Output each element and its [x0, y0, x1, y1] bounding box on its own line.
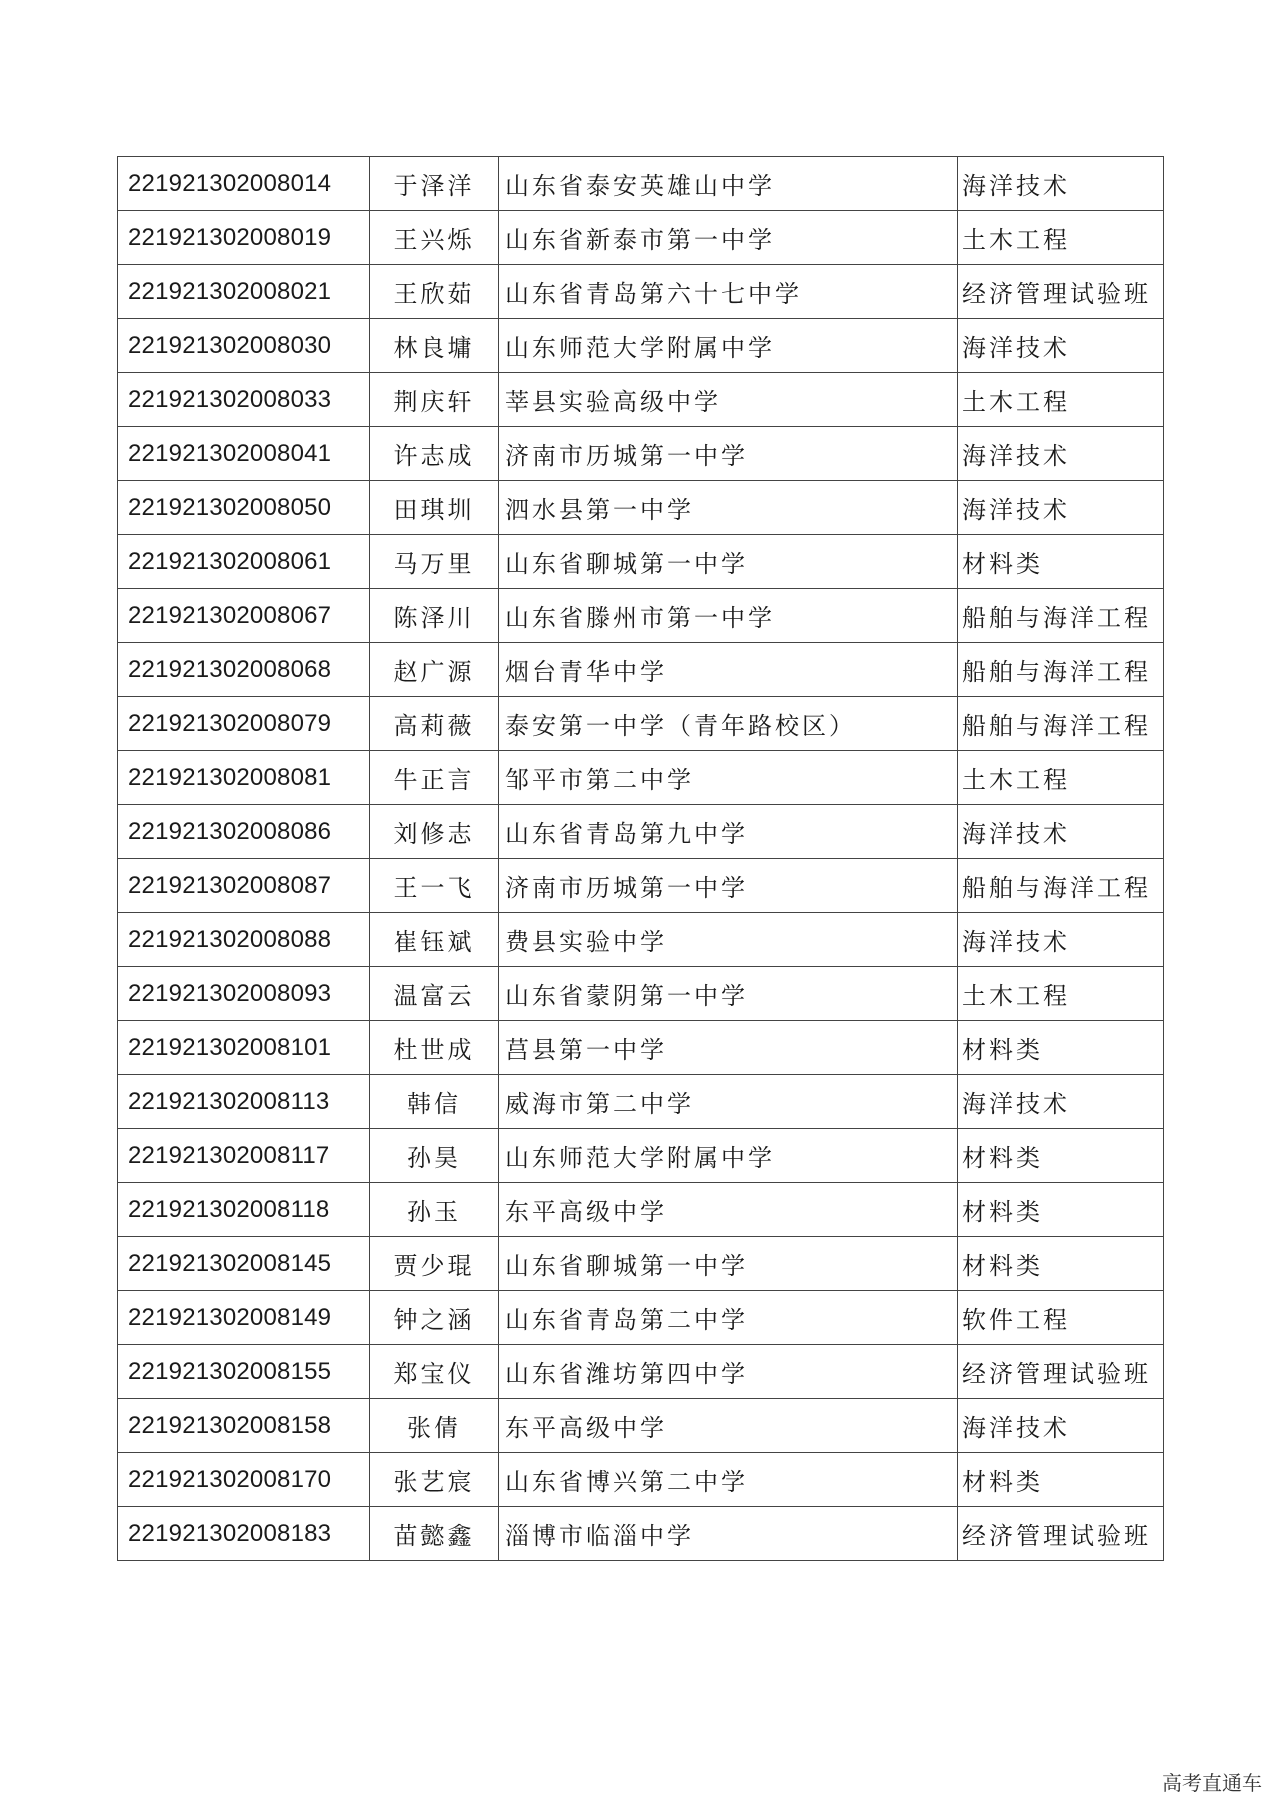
major-cell: 船舶与海洋工程: [958, 589, 1164, 643]
school-name-cell: 山东省博兴第二中学: [499, 1453, 958, 1507]
student-name-cell: 田琪圳: [370, 481, 499, 535]
school-name-cell: 山东省聊城第一中学: [499, 1237, 958, 1291]
major-cell: 材料类: [958, 1021, 1164, 1075]
exam-number-cell: 221921302008079: [118, 697, 370, 751]
exam-number-cell: 221921302008061: [118, 535, 370, 589]
student-name-cell: 王一飞: [370, 859, 499, 913]
school-name-cell: 山东省蒙阴第一中学: [499, 967, 958, 1021]
exam-number-cell: 221921302008113: [118, 1075, 370, 1129]
student-name-cell: 荆庆轩: [370, 373, 499, 427]
major-cell: 海洋技术: [958, 1399, 1164, 1453]
exam-number-cell: 221921302008117: [118, 1129, 370, 1183]
table-row: [118, 319, 1164, 373]
table-row: [118, 1507, 1164, 1561]
school-name-cell: 山东师范大学附属中学: [499, 1129, 958, 1183]
exam-number-cell: 221921302008145: [118, 1237, 370, 1291]
exam-number-cell: 221921302008033: [118, 373, 370, 427]
school-name-cell: 东平高级中学: [499, 1399, 958, 1453]
exam-number-cell: 221921302008041: [118, 427, 370, 481]
table-row: [118, 535, 1164, 589]
school-name-cell: 山东师范大学附属中学: [499, 319, 958, 373]
major-cell: 软件工程: [958, 1291, 1164, 1345]
table-row: [118, 427, 1164, 481]
exam-number-cell: 221921302008093: [118, 967, 370, 1021]
student-name-cell: 苗懿鑫: [370, 1507, 499, 1561]
major-cell: 船舶与海洋工程: [958, 859, 1164, 913]
major-cell: 海洋技术: [958, 805, 1164, 859]
table-row: [118, 1129, 1164, 1183]
table-row: [118, 1021, 1164, 1075]
table-row: [118, 157, 1164, 211]
table-row: [118, 1399, 1164, 1453]
student-name-cell: 杜世成: [370, 1021, 499, 1075]
student-name-cell: 贾少琨: [370, 1237, 499, 1291]
exam-number-cell: 221921302008068: [118, 643, 370, 697]
student-name-cell: 张艺宸: [370, 1453, 499, 1507]
major-cell: 经济管理试验班: [958, 265, 1164, 319]
major-cell: 经济管理试验班: [958, 1507, 1164, 1561]
table-row: [118, 265, 1164, 319]
major-cell: 海洋技术: [958, 913, 1164, 967]
student-name-cell: 郑宝仪: [370, 1345, 499, 1399]
exam-number-cell: 221921302008050: [118, 481, 370, 535]
student-name-cell: 陈泽川: [370, 589, 499, 643]
exam-number-cell: 221921302008030: [118, 319, 370, 373]
exam-number-cell: 221921302008081: [118, 751, 370, 805]
school-name-cell: 山东省青岛第二中学: [499, 1291, 958, 1345]
school-name-cell: 费县实验中学: [499, 913, 958, 967]
exam-number-cell: 221921302008183: [118, 1507, 370, 1561]
exam-number-cell: 221921302008155: [118, 1345, 370, 1399]
school-name-cell: 山东省青岛第九中学: [499, 805, 958, 859]
exam-number-cell: 221921302008067: [118, 589, 370, 643]
table-row: [118, 1291, 1164, 1345]
exam-number-cell: 221921302008019: [118, 211, 370, 265]
major-cell: 土木工程: [958, 967, 1164, 1021]
major-cell: 船舶与海洋工程: [958, 697, 1164, 751]
major-cell: 材料类: [958, 535, 1164, 589]
watermark-text: 高考直通车: [1162, 1771, 1262, 1795]
exam-number-cell: 221921302008088: [118, 913, 370, 967]
student-name-cell: 高莉薇: [370, 697, 499, 751]
school-name-cell: 泰安第一中学（青年路校区）: [499, 697, 958, 751]
school-name-cell: 山东省聊城第一中学: [499, 535, 958, 589]
exam-number-cell: 221921302008101: [118, 1021, 370, 1075]
school-name-cell: 泗水县第一中学: [499, 481, 958, 535]
major-cell: 船舶与海洋工程: [958, 643, 1164, 697]
student-name-cell: 温富云: [370, 967, 499, 1021]
school-name-cell: 莒县第一中学: [499, 1021, 958, 1075]
admission-table: [117, 156, 1164, 1561]
exam-number-cell: 221921302008118: [118, 1183, 370, 1237]
table-row: [118, 967, 1164, 1021]
school-name-cell: 山东省潍坊第四中学: [499, 1345, 958, 1399]
table-row: [118, 643, 1164, 697]
school-name-cell: 山东省泰安英雄山中学: [499, 157, 958, 211]
major-cell: 材料类: [958, 1129, 1164, 1183]
exam-number-cell: 221921302008086: [118, 805, 370, 859]
table-row: [118, 751, 1164, 805]
table-row: [118, 913, 1164, 967]
school-name-cell: 山东省滕州市第一中学: [499, 589, 958, 643]
major-cell: 材料类: [958, 1237, 1164, 1291]
table-row: [118, 1345, 1164, 1399]
student-name-cell: 崔钰斌: [370, 913, 499, 967]
exam-number-cell: 221921302008014: [118, 157, 370, 211]
student-name-cell: 钟之涵: [370, 1291, 499, 1345]
student-name-cell: 张倩: [370, 1399, 499, 1453]
school-name-cell: 山东省青岛第六十七中学: [499, 265, 958, 319]
school-name-cell: 烟台青华中学: [499, 643, 958, 697]
student-name-cell: 王兴烁: [370, 211, 499, 265]
school-name-cell: 威海市第二中学: [499, 1075, 958, 1129]
exam-number-cell: 221921302008158: [118, 1399, 370, 1453]
exam-number-cell: 221921302008170: [118, 1453, 370, 1507]
table-row: [118, 1237, 1164, 1291]
school-name-cell: 山东省新泰市第一中学: [499, 211, 958, 265]
school-name-cell: 莘县实验高级中学: [499, 373, 958, 427]
table-row: [118, 1183, 1164, 1237]
student-name-cell: 孙昊: [370, 1129, 499, 1183]
table-row: [118, 373, 1164, 427]
school-name-cell: 东平高级中学: [499, 1183, 958, 1237]
table-row: [118, 805, 1164, 859]
major-cell: 材料类: [958, 1453, 1164, 1507]
student-name-cell: 韩信: [370, 1075, 499, 1129]
table-body: [118, 157, 1164, 1561]
major-cell: 土木工程: [958, 211, 1164, 265]
student-name-cell: 孙玉: [370, 1183, 499, 1237]
major-cell: 经济管理试验班: [958, 1345, 1164, 1399]
student-name-cell: 马万里: [370, 535, 499, 589]
table-row: [118, 859, 1164, 913]
student-name-cell: 许志成: [370, 427, 499, 481]
student-name-cell: 于泽洋: [370, 157, 499, 211]
exam-number-cell: 221921302008087: [118, 859, 370, 913]
student-name-cell: 王欣茹: [370, 265, 499, 319]
exam-number-cell: 221921302008149: [118, 1291, 370, 1345]
school-name-cell: 淄博市临淄中学: [499, 1507, 958, 1561]
school-name-cell: 济南市历城第一中学: [499, 859, 958, 913]
major-cell: 海洋技术: [958, 1075, 1164, 1129]
major-cell: 材料类: [958, 1183, 1164, 1237]
student-name-cell: 林良墉: [370, 319, 499, 373]
student-name-cell: 刘修志: [370, 805, 499, 859]
major-cell: 海洋技术: [958, 481, 1164, 535]
major-cell: 海洋技术: [958, 157, 1164, 211]
major-cell: 土木工程: [958, 373, 1164, 427]
student-name-cell: 牛正言: [370, 751, 499, 805]
table-row: [118, 589, 1164, 643]
table-row: [118, 1075, 1164, 1129]
school-name-cell: 济南市历城第一中学: [499, 427, 958, 481]
table-row: [118, 481, 1164, 535]
major-cell: 土木工程: [958, 751, 1164, 805]
table-row: [118, 211, 1164, 265]
exam-number-cell: 221921302008021: [118, 265, 370, 319]
table-row: [118, 697, 1164, 751]
school-name-cell: 邹平市第二中学: [499, 751, 958, 805]
major-cell: 海洋技术: [958, 427, 1164, 481]
table-row: [118, 1453, 1164, 1507]
student-name-cell: 赵广源: [370, 643, 499, 697]
major-cell: 海洋技术: [958, 319, 1164, 373]
